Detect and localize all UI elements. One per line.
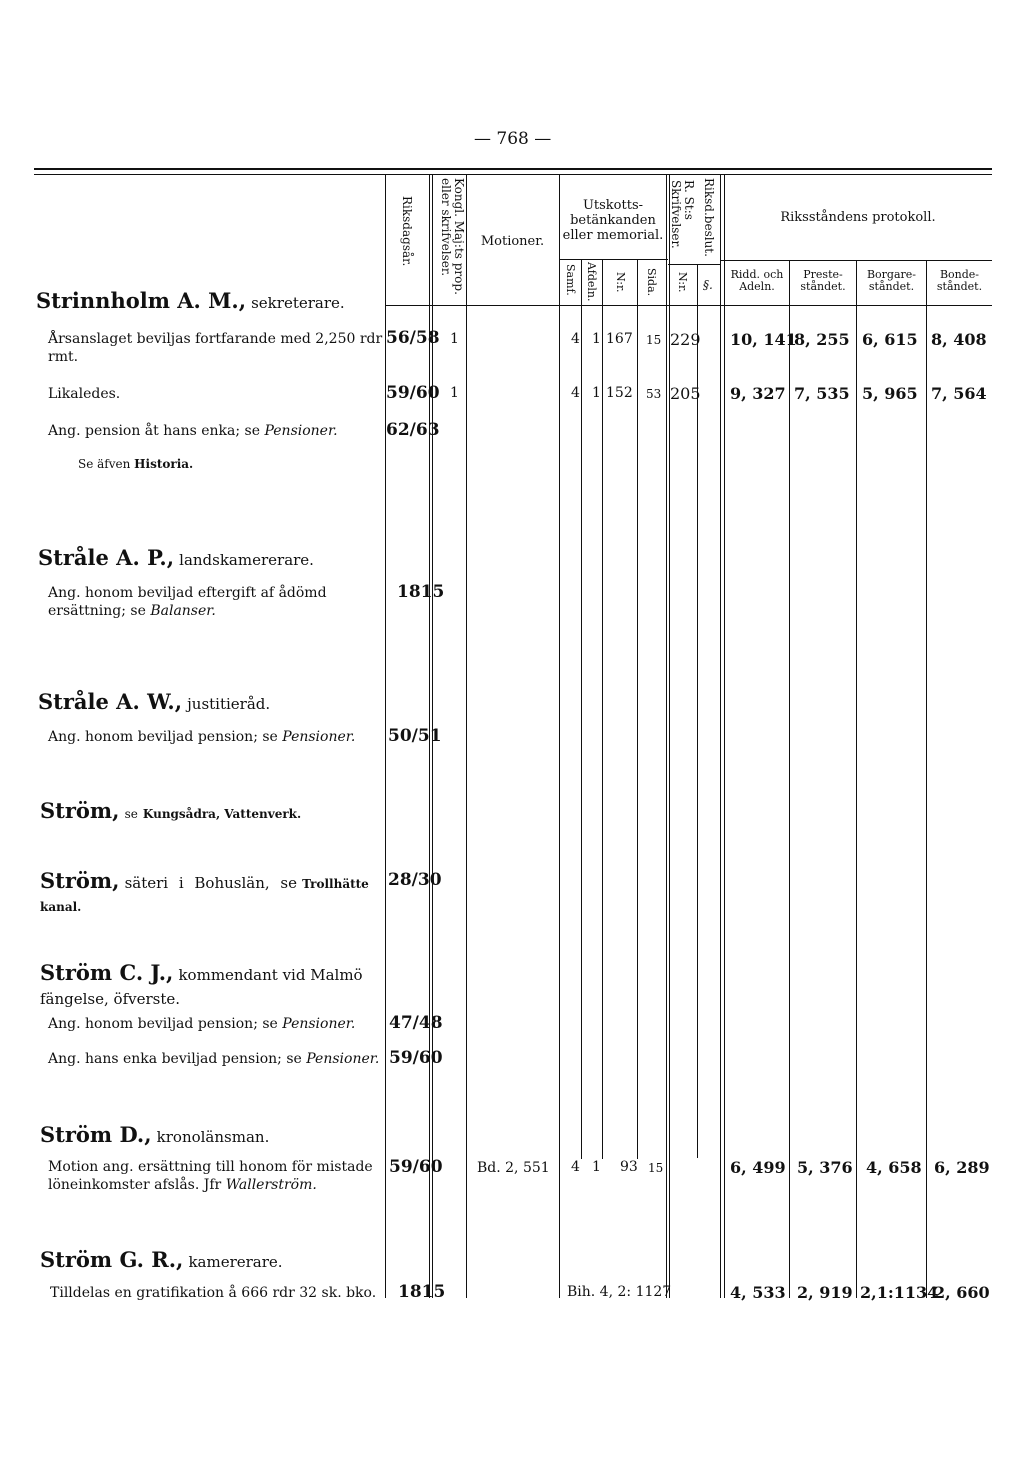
entry-heading-strinnholm: Strinnholm A. M., sekreterare.: [36, 288, 345, 313]
sida-value: 53: [646, 387, 662, 401]
afdeln-value: 1: [592, 331, 601, 347]
col-line-samf: [581, 259, 582, 1159]
header-protokoll: Riksståndens protokoll.: [780, 210, 936, 225]
afdeln-value: 1: [592, 385, 601, 401]
ridd-value: 4, 533: [730, 1283, 786, 1302]
bonde-value: 7, 564: [931, 384, 987, 403]
header-preste: Preste- ståndet.: [800, 268, 846, 293]
col-line-beslut: [720, 174, 721, 1298]
col-line-kongl: [466, 174, 467, 1298]
nr-value: 152: [606, 385, 633, 401]
header-sida: Sida.: [645, 268, 658, 297]
preste-value: 5, 376: [797, 1158, 853, 1177]
entry-heading-strom-sateri: Ström, säteri i Bohuslän, se Trollhätte kanal.: [40, 868, 369, 914]
preste-value: 8, 255: [794, 330, 850, 349]
entry-year: 59/60: [389, 1048, 443, 1068]
header-nr1: N:r.: [614, 272, 627, 293]
samf-value: 4: [571, 331, 580, 347]
header-samf: Samf.: [564, 264, 577, 296]
entry-year: 50/51: [388, 726, 442, 746]
entry-heading-strom-d: Ström D., kronolänsman.: [40, 1122, 270, 1147]
ridd-value: 6, 499: [730, 1158, 786, 1177]
col-line-beslut-b: [724, 174, 725, 1298]
col-line-motion: [559, 174, 560, 1298]
header-nr2: N:r.: [676, 272, 689, 293]
header-borgare: Borgare- ståndet.: [866, 268, 917, 293]
entry-desc: Motion ang. ersättning till honom för mistade löneinkomster afslås. Jfr Wallerström.: [48, 1159, 373, 1193]
entry-heading-strale-aw: Stråle A. W., justitieråd.: [38, 689, 271, 714]
header-kongl: Kongl. Maj:ts prop. eller skrifvelser.: [439, 178, 466, 295]
col-line-nr: [637, 259, 638, 1159]
entry-year: 47/48: [389, 1013, 443, 1033]
samf-value: 4: [571, 1159, 580, 1175]
bonde-value: 6, 289: [934, 1158, 990, 1177]
header-rsts: R. St:s Skrifvelser.: [669, 180, 696, 249]
entry-heading-strom-ref: Ström, se Kungsådra, Vattenverk.: [40, 798, 302, 823]
page-number: — 768 —: [474, 129, 552, 149]
utskott-subrule: [559, 259, 668, 260]
borgare-value: 2,1:1134: [860, 1283, 939, 1302]
sida-value: 15: [648, 1161, 664, 1175]
borgare-value: 6, 615: [862, 330, 918, 349]
entry-heading-strom-cj: Ström C. J., kommendant vid Malmö fängelse, öfverste.: [40, 960, 363, 1008]
bih-value: Bih. 4, 2: 1127: [567, 1284, 672, 1300]
preste-value: 7, 535: [794, 384, 850, 403]
entry-desc: Ang. hans enka beviljad pension; se Pensioner.: [48, 1051, 380, 1067]
header-afdeln: Afdeln.: [585, 262, 598, 302]
see-also: Se äfven Historia.: [78, 457, 194, 471]
entry-year: 59/60: [389, 1157, 443, 1177]
borgare-value: 5, 965: [862, 384, 918, 403]
entry-desc: Likaledes.: [48, 386, 121, 402]
rsts-subrule: [668, 264, 720, 265]
entry-year: 59/60: [386, 383, 440, 403]
entry-heading-strom-gr: Ström G. R., kamererare.: [40, 1247, 283, 1272]
nr-value: 93: [620, 1159, 638, 1175]
header-riksdagsar: Riksdagsår.: [400, 196, 414, 267]
bonde-value: 8, 408: [931, 330, 987, 349]
kongl-value: 1: [450, 331, 459, 347]
entry-year: 1815: [397, 582, 445, 602]
entry-year: 28/30: [388, 870, 442, 890]
entry-desc: Ang. honom beviljad eftergift af ådömd ersättning; se Balanser.: [48, 585, 327, 619]
nr-value: 167: [606, 331, 633, 347]
entry-year: 1815: [398, 1282, 446, 1302]
sida-value: 15: [646, 333, 662, 347]
entry-desc: Ang. honom beviljad pension; se Pensioner.: [48, 729, 356, 745]
kongl-value: 1: [450, 385, 459, 401]
preste-value: 2, 919: [797, 1283, 853, 1302]
entry-desc: Ang. honom beviljad pension; se Pensioner.: [48, 1016, 356, 1032]
header-utskotts: Utskotts- betänkanden eller memorial.: [562, 198, 664, 243]
borgare-value: 4, 658: [866, 1158, 922, 1177]
rsts-value: 205: [670, 384, 701, 403]
header-bonde: Bonde- ståndet.: [936, 268, 983, 293]
entry-desc: Ang. pension åt hans enka; se Pensioner.: [48, 423, 338, 439]
samf-value: 4: [571, 385, 580, 401]
ridd-value: 9, 327: [730, 384, 786, 403]
rsts-value: 229: [670, 330, 701, 349]
entry-desc: Tilldelas en gratifikation å 666 rdr 32 sk. bko.: [50, 1285, 377, 1301]
col-line-borgare: [926, 260, 927, 1298]
col-line-afdeln: [602, 259, 603, 1159]
ridd-value: 10, 141: [730, 330, 797, 349]
col-line-ridd: [789, 260, 790, 1298]
header-motioner: Motioner.: [480, 234, 545, 249]
col-line-sida: [666, 174, 667, 1298]
afdeln-value: 1: [592, 1159, 601, 1175]
header-bottom-rule: [385, 305, 992, 306]
col-line-preste: [856, 260, 857, 1298]
top-rule: [34, 168, 992, 170]
entry-heading-strale-ap: Stråle A. P., landskamererare.: [38, 545, 314, 570]
top-rule-thin: [34, 174, 992, 175]
entry-year: 56/58: [386, 328, 440, 348]
motion-value: Bd. 2, 551: [477, 1160, 550, 1176]
entry-desc: Årsanslaget beviljas fortfarande med 2,250 rdr rmt.: [48, 331, 383, 365]
header-ridd: Ridd. och Adeln.: [730, 268, 784, 293]
entry-year: 62/63: [386, 420, 440, 440]
header-paragraph: §.: [703, 278, 713, 292]
bonde-value: 2, 660: [934, 1283, 990, 1302]
header-riksd-beslut: Riksd.beslut.: [702, 178, 716, 257]
